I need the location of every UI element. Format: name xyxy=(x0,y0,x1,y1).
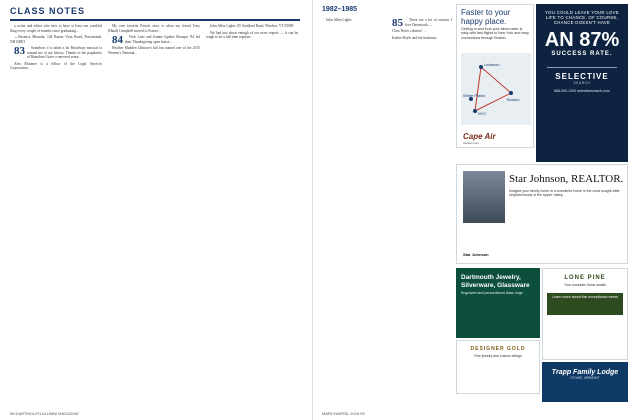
ad-subtitle: Fine jewelry and custom design xyxy=(474,354,522,358)
star-johnson-ad[interactable] xyxy=(456,164,628,264)
ad-headline: Dartmouth Jewelry, Silverware, Glassware xyxy=(461,274,530,289)
agent-photo xyxy=(463,171,505,223)
route-map-icon xyxy=(461,53,531,125)
ad-cta[interactable]: Learn more about this exceptional retreat xyxy=(547,293,623,315)
paragraph: Heather Madden Gilmore's kid has named one of the 2015 Women's National... xyxy=(108,46,200,55)
left-page xyxy=(0,0,313,420)
ad-headline: Trapp Family Lodge xyxy=(551,369,619,376)
logo-subtitle: SEARCH xyxy=(573,81,591,85)
folio-left: 58 DARTMOUTH ALUMNI MAGAZINE xyxy=(10,411,80,416)
right-page xyxy=(316,0,628,420)
trapp-family-ad[interactable] xyxy=(542,362,628,402)
paragraph: —Veronica Miranda, 104 Buena Vista Road, Portsmouth, NH 03801 xyxy=(10,35,102,44)
section-title: CLASS NOTES xyxy=(10,6,86,16)
ad-headline: Faster to your happy place. xyxy=(461,8,511,26)
ad-subtitle: Your mountain home awaits xyxy=(564,283,606,287)
year-marker: 85 xyxy=(392,17,403,29)
ad-body: Imagine your family home or a wonderful home in the most sought-after neighborhoods of the Upper Valley... xyxy=(509,189,620,198)
paragraph: 84 Nick Lane and Jeanne Ispahie Beaupre '84 led their Thanksgiving open house... xyxy=(108,35,200,44)
map-label: Lebanon xyxy=(484,62,500,67)
column-2 xyxy=(108,24,200,57)
paragraph: My own favorite French story is when my friend Tony (Hand) Campbell moved to France... xyxy=(108,24,200,33)
ad-subtitle: Engraved and personalized class rings xyxy=(461,291,523,295)
paragraph: 85 There are a lot of reasons I love Dartmouth, ... xyxy=(388,18,452,27)
year-range: 1982–1985 xyxy=(322,6,358,13)
ad-signature: Star Johnson xyxy=(463,252,489,257)
ad-big-figure: AN 87% xyxy=(544,29,620,51)
right-column-2 xyxy=(388,18,452,42)
column-1 xyxy=(10,24,102,73)
paragraph: Class Notes column? ... xyxy=(392,29,426,33)
dartmouth-jewelry-ad[interactable] xyxy=(456,268,540,338)
ad-headline: YOU COULD LEAVE YOUR LOVE LIFE TO CHANCE. OF COURSE, CHANCE DOESN'T HAVE xyxy=(545,10,619,25)
year-marker: 84 xyxy=(112,34,123,46)
ad-headline: DESIGNER GOLD xyxy=(470,346,526,352)
year-marker: 83 xyxy=(14,45,25,57)
right-column-1 xyxy=(322,18,386,25)
paragraph: John Allen Lights xyxy=(326,18,352,22)
selective-search-logo: SELECTIVE xyxy=(547,67,617,81)
ad-tagline: SUCCESS RATE. xyxy=(551,51,613,57)
map-label: NYC xyxy=(478,111,487,116)
designer-gold-ad[interactable] xyxy=(456,340,540,394)
paragraph: 83 Somehow it is taken a lot Broadway musical to remind me of my history. Thanks to the popularity of Hamilton I have a renewed sense... xyxy=(10,46,102,60)
folio-right: MARCH/APRIL 2016 59 xyxy=(322,411,365,416)
ad-url[interactable]: capeair.com xyxy=(463,141,480,145)
paragraph: John Allen Lights, 85 Stoddard Road, Windsor, VT 05089 xyxy=(210,24,294,28)
cape-air-ad[interactable] xyxy=(456,4,534,148)
paragraph: We had just about enough of our news reports — it can be tough to be a full-time reporter... xyxy=(206,30,298,39)
lone-pine-ad[interactable] xyxy=(542,268,628,360)
paragraph: a writer and editor who tries to have at least one youthful fling every couple of months since graduating... xyxy=(10,24,102,33)
map-label: Boston xyxy=(507,97,520,102)
column-3 xyxy=(206,24,298,42)
ad-contact[interactable]: 866.592.1200 selectivesearch.com xyxy=(554,89,610,93)
selective-search-ad[interactable] xyxy=(536,4,628,162)
paragraph: Kathie Boyle and her husband... xyxy=(392,35,439,40)
cape-air-logo: Cape Air xyxy=(463,132,496,141)
ad-headline: LONE PINE xyxy=(564,275,606,281)
header-rule xyxy=(10,19,300,21)
paragraph: Alex Bloomer is a fellow of the Legal Services Corporation... xyxy=(10,61,102,70)
ad-subtitle: STOWE, VERMONT xyxy=(570,376,600,380)
ad-headline: Star Johnson, REALTOR. xyxy=(509,173,624,185)
ad-subtitle: Getting to and from your alma mater is easy with fast flights to New York and easy connections through Boston. xyxy=(461,27,529,40)
map-label: White Plains xyxy=(463,93,486,98)
